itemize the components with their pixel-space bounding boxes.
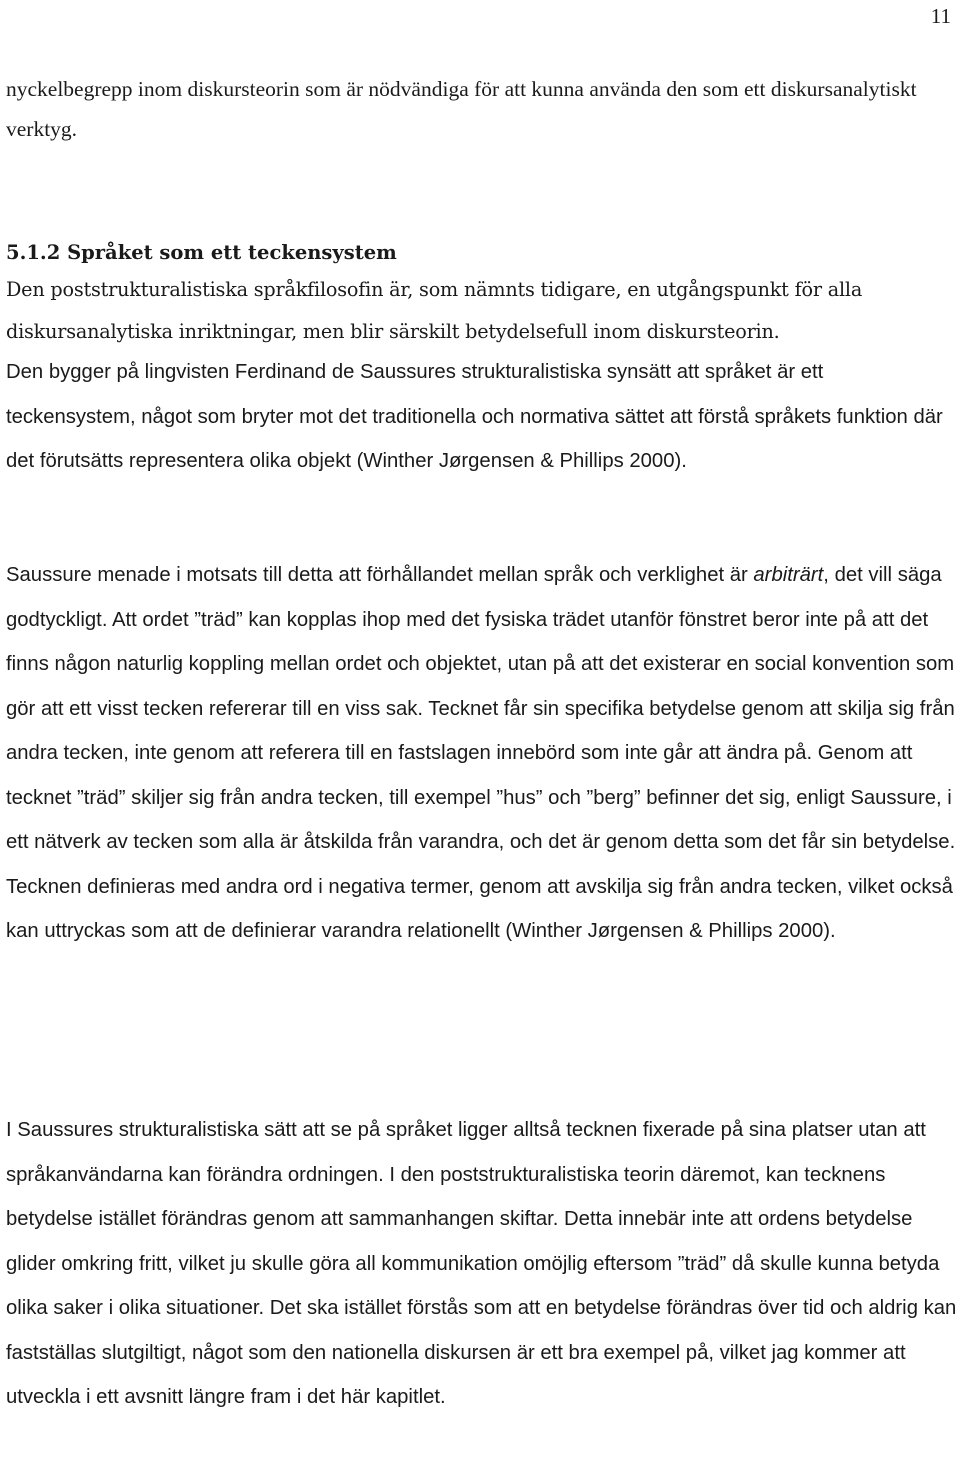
paragraph-text: Saussure menade i motsats till detta att förhållandet mellan språk och verklighet är (6, 564, 754, 586)
page-number: 11 (930, 4, 951, 28)
paragraph-saussure-intro: Den bygger på lingvisten Ferdinand de Saussures strukturalistiska synsätt att språket är ett teckensystem, något som bryter mot det traditionella och normativa sättet att förstå språkets funktion där det förutsätts representera olika objekt (Winther Jørgensen & Phillips 2000). (6, 361, 943, 472)
paragraph-poststructuralism: I Saussures strukturalistiska sätt att se på språket ligger alltså tecknen fixerade på sina platser utan att språkanvändarna kan förändra ordningen. I den poststrukturalistiska teorin däremot, kan tecknens betydelse istället förändras genom att sammanhangen skiftar. Detta innebär inte att ordens betydelse glider omkring fritt, vilket ju skulle göra all kommunikation omöjlig eftersom ”träd” då skulle kunna betyda olika saker i olika situationer. Det ska istället förstås som att en betydelse förändras över tid och aldrig kan fastställas slutgiltigt, något som den nationella diskursen är ett bra exempel på, vilket jag kommer att utveckla i ett avsnitt längre fram i det här kapitlet. (6, 1119, 957, 1408)
section-heading: 5.1.2 Språket som ett teckensystem (6, 241, 397, 264)
paragraph-arbitrary-sign (6, 553, 958, 954)
intro-paragraph: nyckelbegrepp inom diskursteorin som är nödvändiga för att kunna använda den som ett diskursanalytiskt verktyg. (6, 77, 917, 141)
italic-term: arbiträrt (753, 564, 824, 586)
section-lead-paragraph: Den poststrukturalistiska språkfilosofin är, som nämnts tidigare, en utgångspunkt för alla diskursanalytiska inriktningar, men blir särskilt betydelsefull inom diskursteorin. (6, 278, 863, 343)
paragraph-text: , det vill säga godtyckligt. Att ordet ”träd” kan kopplas ihop med det fysiska trädet utanför fönstret beror inte på att det finns någon naturlig koppling mellan ordet och objektet, utan på att det existerar en social konvention som gör att ett visst tecken refererar till en viss sak. Tecknet får sin specifika betydelse genom att skilja sig från andra tecken, inte genom att referera till en fastslagen innebörd som inte går att ändra på. Genom att tecknet ”träd” skiljer sig från andra tecken, till exempel ”hus” och ”berg” befinner det sig, enligt Saussure, i ett nätverk av tecken som alla är åtskilda från varandra, och det är genom detta som det får sin betydelse. Tecknen definieras med andra ord i negativa termer, genom att avskilja sig från andra tecken, vilket också kan uttryckas som att de definierar varandra relationellt (Winther Jørgensen & Phillips 2000). (6, 564, 956, 942)
